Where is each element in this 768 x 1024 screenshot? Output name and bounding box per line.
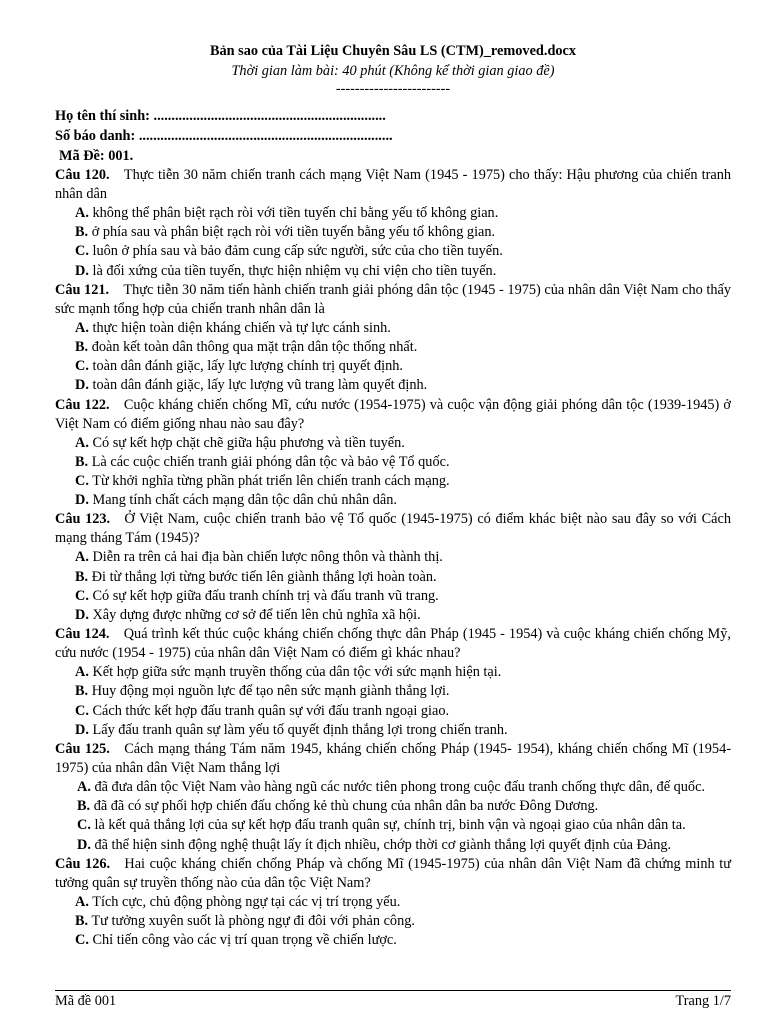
answer-option xyxy=(55,587,731,606)
question-text: Quá trình kết thúc cuộc kháng chiến chống thực dân Pháp (1945 - 1954) và cuộc kháng chiến chống Mỹ, cứu nước (1954 - 1975) của nhân dân Việt Nam có điểm gì khác nhau? xyxy=(55,626,731,662)
option-text: đã thể hiện sinh động nghệ thuật lấy ít địch nhiều, chớp thời cơ giành thắng lợi quyết định của Đảng. xyxy=(94,836,672,853)
option-letter: C. xyxy=(75,243,89,260)
question xyxy=(55,510,731,548)
answer-option xyxy=(55,682,731,701)
answer-option xyxy=(55,912,731,931)
option-text: Huy động mọi nguồn lực để tạo nên sức mạnh giành thắng lợi. xyxy=(91,683,450,700)
answer-option xyxy=(55,797,731,816)
option-text: Kết hợp giữa sức mạnh truyền thống của dân tộc với sức mạnh hiện tại. xyxy=(92,664,502,681)
option-text: Đi từ thắng lợi từng bước tiến lên giành thắng lợi hoàn toàn. xyxy=(91,568,437,585)
option-letter: D. xyxy=(75,262,89,279)
answer-option xyxy=(55,376,731,395)
answer-option xyxy=(55,931,731,950)
page-footer xyxy=(55,990,731,1010)
header-divider: ------------------------ xyxy=(335,81,451,97)
answer-option xyxy=(55,491,731,510)
option-text: thực hiện toàn diện kháng chiến và tự lực cánh sinh. xyxy=(92,319,391,336)
document-page xyxy=(55,41,731,950)
option-letter: D. xyxy=(75,377,89,394)
question-number: Câu 120. xyxy=(55,167,110,183)
answer-option xyxy=(55,338,731,357)
answer-option xyxy=(55,319,731,338)
answer-option xyxy=(55,893,731,912)
question-text: Thực tiễn 30 năm tiến hành chiến tranh giải phóng dân tộc (1945 - 1975) của nhân dân Việt Nam cho thấy sức mạnh tổng hợp của chiến tranh nhân dân là xyxy=(55,281,731,317)
option-text: không thể phân biệt rạch ròi với tiền tuyến chỉ bằng yếu tố không gian. xyxy=(92,205,499,221)
option-letter: A. xyxy=(77,779,91,796)
option-text: luôn ở phía sau và bảo đảm cung cấp sức người, sức của cho tiền tuyến. xyxy=(92,243,503,260)
option-text: ở phía sau và phân biệt rạch ròi với tiền tuyến bằng yếu tố không gian. xyxy=(91,224,496,241)
question xyxy=(55,855,731,893)
option-letter: A. xyxy=(75,893,89,910)
option-text: Từ khởi nghĩa từng phần phát triển lên chiến tranh cách mạng. xyxy=(92,473,450,490)
option-letter: C. xyxy=(75,587,89,604)
question-text: Cách mạng tháng Tám năm 1945, kháng chiến chống Pháp (1945- 1954), kháng chiến chống Mĩ (1954-1975) của nhân dân Việt Nam thắng lợi xyxy=(55,741,731,777)
option-letter: B. xyxy=(77,798,91,815)
option-letter: D. xyxy=(77,836,91,853)
option-text: Tư tưởng xuyên suốt là phòng ngự đi đôi với phản công. xyxy=(91,913,415,930)
question xyxy=(55,740,731,778)
answer-option xyxy=(55,778,731,797)
option-letter: B. xyxy=(75,913,89,930)
option-text: là đối xứng của tiền tuyến, thực hiện nhiệm vụ chi viện cho tiền tuyến. xyxy=(92,262,497,279)
answer-option xyxy=(55,606,731,625)
question-number: Câu 123. xyxy=(55,511,111,528)
option-letter: B. xyxy=(75,339,89,356)
answer-option xyxy=(55,262,731,281)
option-text: Cách thức kết hợp đấu tranh quân sự với đấu tranh ngoại giao. xyxy=(92,702,450,719)
answer-option xyxy=(55,836,731,855)
exam-time: Thời gian làm bài: 40 phút (Không kể thời gian giao đề) xyxy=(231,63,555,79)
footer-page-number: Trang 1/7 xyxy=(675,993,731,1009)
option-text: toàn dân đánh giặc, lấy lực lượng vũ trang làm quyết định. xyxy=(92,377,428,394)
option-text: Là các cuộc chiến tranh giải phóng dân tộc và bảo vệ Tổ quốc. xyxy=(91,453,450,470)
document-title: Bản sao của Tài Liệu Chuyên Sâu LS (CTM)_removed.docx xyxy=(209,43,577,59)
question-number: Câu 124. xyxy=(55,626,110,643)
option-letter: C. xyxy=(75,932,89,949)
option-letter: A. xyxy=(75,549,89,566)
option-text: toàn dân đánh giặc, lấy lực lượng chính trị quyết định. xyxy=(92,358,403,375)
answer-option xyxy=(55,357,731,376)
option-letter: C. xyxy=(75,702,89,719)
option-text: đoàn kết toàn dân thông qua mặt trận dân tộc thống nhất. xyxy=(91,339,418,356)
student-info xyxy=(55,106,731,166)
option-text: Mang tính chất cách mạng dân tộc dân chủ nhân dân. xyxy=(92,492,397,509)
option-text: Lấy đấu tranh quân sự làm yếu tố quyết định thắng lợi trong chiến tranh. xyxy=(92,721,508,738)
question-number: Câu 126. xyxy=(55,855,111,872)
answer-option xyxy=(55,453,731,472)
answer-option xyxy=(55,223,731,242)
question-number: Câu 121. xyxy=(55,281,110,298)
answer-option xyxy=(55,242,731,261)
exam-code: Mã Đề: 001. xyxy=(59,148,134,164)
option-text: Diễn ra trên cả hai địa bàn chiến lược nông thôn và thành thị. xyxy=(92,549,443,566)
question xyxy=(55,396,731,434)
question-list xyxy=(55,166,731,950)
option-letter: C. xyxy=(75,473,89,490)
question-text: Hai cuộc kháng chiến chống Pháp và chống Mĩ (1945-1975) của nhân dân Việt Nam đã chứng minh tư tưởng quân sự truyền thống nào của dân tộc Việt Nam? xyxy=(55,855,731,891)
option-text: Chỉ tiến công vào các vị trí quan trọng về chiến lược. xyxy=(92,932,397,949)
question-text: Ở Việt Nam, cuộc chiến tranh bảo vệ Tổ quốc (1945-1975) có điểm khác biệt nào sau đây so với Cách mạng tháng Tám (1945)? xyxy=(55,511,731,547)
option-letter: C. xyxy=(77,817,91,834)
option-letter: B. xyxy=(75,224,89,241)
option-letter: A. xyxy=(75,434,89,451)
option-letter: D. xyxy=(75,492,89,509)
option-text: Xây dựng được những cơ sở để tiến lên chủ nghĩa xã hội. xyxy=(92,607,421,624)
question-number: Câu 122. xyxy=(55,396,110,413)
student-id-line: Số báo danh: ....................................................................... xyxy=(55,128,393,144)
footer-exam-code: Mã đề 001 xyxy=(55,993,117,1009)
answer-option xyxy=(55,568,731,587)
option-letter: D. xyxy=(75,607,89,624)
option-letter: B. xyxy=(75,568,89,585)
option-letter: A. xyxy=(75,664,89,681)
question-text: Thực tiễn 30 năm chiến tranh cách mạng Việt Nam (1945 - 1975) cho thấy: Hậu phương của chiến tranh nhân dân xyxy=(55,167,731,202)
option-letter: B. xyxy=(75,453,89,470)
answer-option xyxy=(55,721,731,740)
student-name-line: Họ tên thí sinh: ................................................................. xyxy=(55,108,386,124)
answer-option xyxy=(55,548,731,567)
answer-option xyxy=(55,663,731,682)
answer-option xyxy=(55,472,731,491)
question xyxy=(55,166,731,204)
question-text: Cuộc kháng chiến chống Mĩ, cứu nước (1954-1975) và cuộc vận động giải phóng dân tộc (1939-1945) ở Việt Nam có điểm giống nhau nào sau đây? xyxy=(55,396,731,432)
option-text: Có sự kết hợp chặt chẽ giữa hậu phương và tiền tuyến. xyxy=(92,434,405,451)
answer-option xyxy=(55,434,731,453)
question xyxy=(55,281,731,319)
answer-option xyxy=(55,204,731,223)
question xyxy=(55,625,731,663)
answer-option xyxy=(55,702,731,721)
option-text: đã đưa dân tộc Việt Nam vào hàng ngũ các nước tiên phong trong cuộc đấu tranh chống thực dân, đế quốc. xyxy=(94,779,705,796)
option-letter: A. xyxy=(75,205,89,221)
option-text: đã đã có sự phối hợp chiến đấu chống kẻ thù chung của nhân dân ba nước Đông Dương. xyxy=(93,798,599,815)
option-letter: D. xyxy=(75,721,89,738)
answer-option xyxy=(55,816,731,835)
option-letter: A. xyxy=(75,319,89,336)
option-letter: B. xyxy=(75,683,89,700)
option-text: là kết quả thắng lợi của sự kết hợp đấu tranh quân sự, chính trị, binh vận và ngoại giao của nhân dân ta. xyxy=(94,817,686,834)
option-text: Tích cực, chủ động phòng ngự tại các vị trí trọng yếu. xyxy=(92,893,401,910)
option-letter: C. xyxy=(75,358,89,375)
question-number: Câu 125. xyxy=(55,741,110,758)
option-text: Có sự kết hợp giữa đấu tranh chính trị và đấu tranh vũ trang. xyxy=(92,587,439,604)
